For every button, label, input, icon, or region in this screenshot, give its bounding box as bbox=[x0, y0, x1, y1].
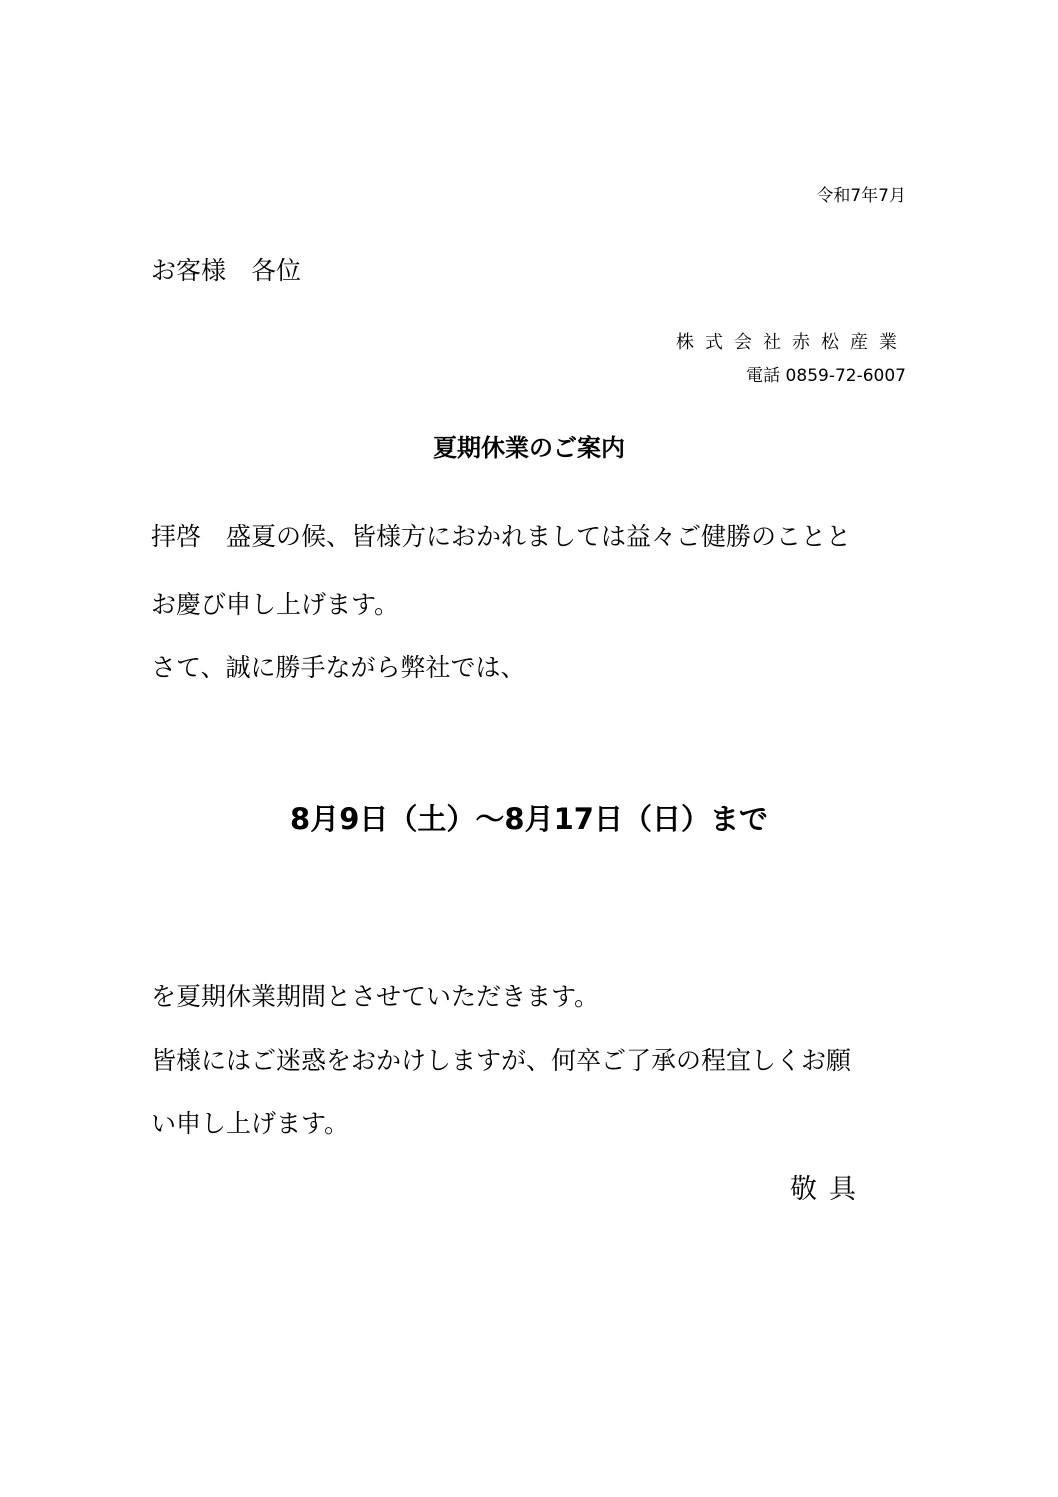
body-line-2: お慶び申し上げます。 bbox=[151, 590, 400, 619]
sender-company: 株式会社赤松産業 bbox=[676, 332, 908, 353]
letter-date: 令和7年7月 bbox=[816, 186, 906, 206]
body-line-5: 皆様にはご迷惑をおかけしますが、何卒ご了承の程宜しくお願 bbox=[151, 1046, 852, 1075]
body-line-1: 拝啓 盛夏の候、皆様方におかれましては益々ご健勝のことと bbox=[151, 522, 852, 551]
body-line-6: い申し上げます。 bbox=[151, 1109, 350, 1138]
holiday-period: 8月9日（土）～8月17日（日）まで bbox=[290, 802, 768, 836]
body-line-4: を夏期休業期間とさせていただきます。 bbox=[151, 982, 600, 1011]
sender-phone: 電話 0859-72-6007 bbox=[746, 366, 906, 386]
recipient-line: お客様 各位 bbox=[151, 256, 302, 285]
closing-keigu: 敬具 bbox=[790, 1174, 868, 1205]
letter-title: 夏期休業のご案内 bbox=[433, 434, 625, 462]
body-line-3: さて、誠に勝手ながら弊社では、 bbox=[151, 653, 526, 682]
